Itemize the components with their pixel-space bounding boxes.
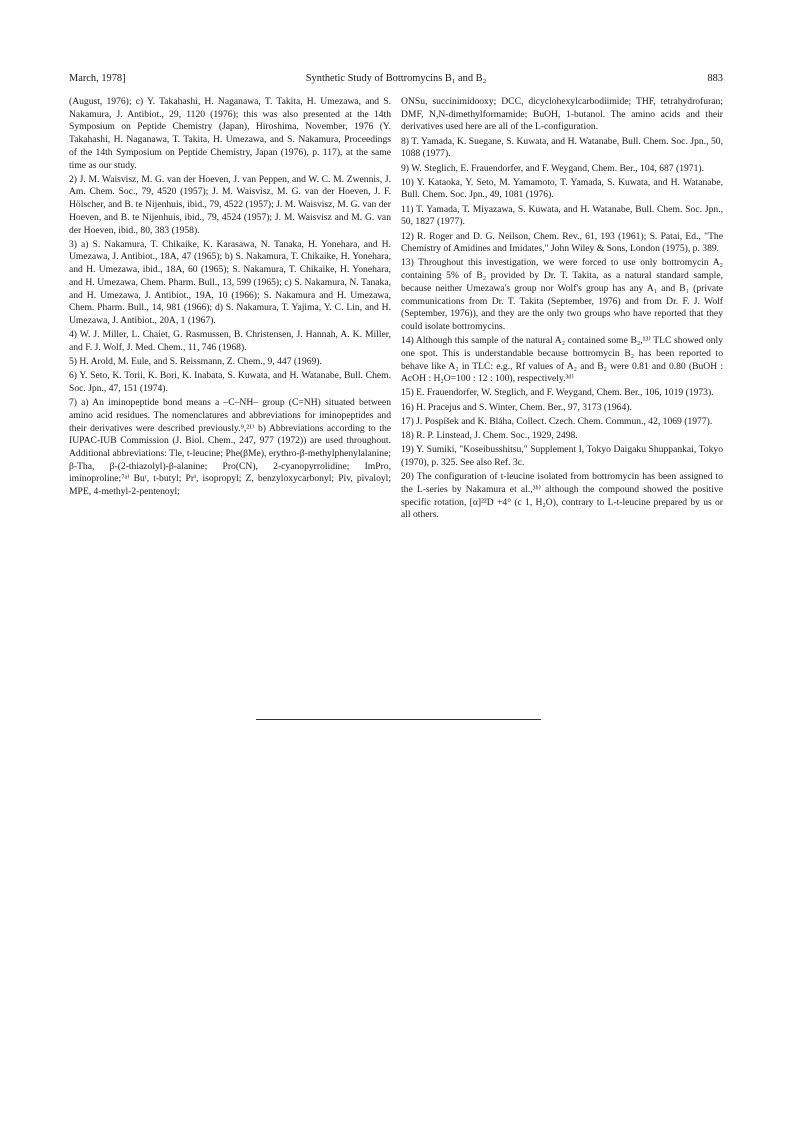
reference-19: 19) Y. Sumiki, "Koseibusshitsu," Supplement I, Tokyo Daigaku Shuppankai, Tokyo (1970), p. 325. See also Ref. 3c. (401, 444, 723, 468)
reference-6: 6) Y. Seto, K. Torii, K. Bori, K. Inabata, S. Kuwata, and H. Watanabe, Bull. Chem. Soc. Jpn., 47, 151 (1974). (69, 370, 391, 394)
reference-2: 2) J. M. Waisvisz, M. G. van der Hoeven, J. van Peppen, and W. C. M. Zwennis, J. Am. Chem. Soc., 79, 4520 (1957); J. M. Waisvisz, M. G. van der Hoeven, J. F. Hölscher, and B. te Nijenhuis, ibid., 79, 4522 (1957); J. M. Waisvisz, M. G. van der Hoeven, and B. te Nijenhuis, ibid., 79, 4524 (1957); J. M. Waisvisz and M. G. van der Hoeven, ibid., 80, 383 (1958). (69, 173, 391, 236)
header-date: March, 1978] (69, 73, 126, 84)
reference-8: 8) T. Yamada, K. Suegane, S. Kuwata, and H. Watanabe, Bull. Chem. Soc. Jpn., 50, 1088 (1977). (401, 135, 723, 160)
reference-7-cont: ONSu, succinimidooxy; DCC, dicyclohexylcarbodiimide; THF, tetrahydrofuran; DMF, N,N-dimethylformamide; BuOH, 1-butanol. The amino acids and their derivatives used here are all of the L-configuration. (401, 96, 723, 133)
reference-7: 7) a) An iminopeptide bond means a –C–NH– group (C=NH) situated between amino acid residues. The nomenclatures and abbreviations for iminopeptides and their derivatives were described previously.⁹,²¹⁾ b) Abbreviations according to the IUPAC-IUB Commission (J. Biol. Chem., 247, 977 (1972)) are used throughout. Additional abbreviations: Tle, t-leucine; Phe(βMe), erythro-β-methylphenylalanine; β-Tha, β-(2-thiazolyl)-β-alanine; Pro(CN), 2-cyanopyrrolidine; ImPro, iminoproline;⁷ᵃ⁾ Buᵗ, t-butyl; Prⁱ, isopropyl; Z, benzyloxycarbonyl; Piv, pivaloyl; MPE, 4-methyl-2-pentenoyl; (69, 397, 391, 498)
reference-13: 13) Throughout this investigation, we were forced to use only bottromycin A₂ containing 5% of B₂ provided by Dr. T. Takita, as a natural standard sample, because neither Umezawa's group nor Wolf's group has any A₁ and B₁ (private communications from Dr. T. Takita (September, 1976) and from Dr. F. J. Wolf (September, 1976)), and they are the only two groups who have reported that they could isolate bottromycins. (401, 257, 723, 332)
reference-3: 3) a) S. Nakamura, T. Chikaike, K. Karasawa, N. Tanaka, H. Yonehara, and H. Umezawa, J. Antibiot., 18A, 47 (1965); b) S. Nakamura, T. Chikaike, H. Yonehara, and H. Umezawa, ibid., 18A, 60 (1965); S. Nakamura, T. Chikaike, H. Yonehara, and H. Umezawa, Chem. Pharm. Bull., 13, 599 (1965); c) S. Nakamura, N. Tanaka, and H. Umezawa, J. Antibiot., 19A, 10 (1966); S. Nakamura and H. Umezawa, Chem. Pharm. Bull., 14, 981 (1966); d) S. Nakamura, T. Yajima, Y. C. Lin, and H. Umezawa, J. Antibiot., 20A, 1 (1967). (69, 238, 391, 326)
reference-20: 20) The configuration of t-leucine isolated from bottromycin has been assigned to the L-series by Nakamura et al.,³ᵇ⁾ although the compound showed the positive specific rotation, [α]²²D +4° (c 1, H₂O), contrary to L-t-leucine prepared by us or all others. (401, 471, 723, 521)
reference-5: 5) H. Arold, M. Eule, and S. Reissmann, Z. Chem., 9, 447 (1969). (69, 356, 322, 368)
header-title: Synthetic Study of Bottromycins B₁ and B₂ (305, 73, 487, 84)
reference-16: 16) H. Pracejus and S. Winter, Chem. Ber., 97, 3173 (1964). (401, 401, 632, 413)
reference-18: 18) R. P. Linstead, J. Chem. Soc., 1929, 2498. (401, 430, 578, 442)
left-column-references (69, 96, 391, 500)
reference-17: 17) J. Pospíšek and K. Bláha, Collect. Czech. Chem. Commun., 42, 1069 (1977). (401, 415, 713, 427)
reference-4: 4) W. J. Miller, L. Chaiet, G. Rasmussen, B. Christensen, J. Hannah, A. K. Miller, and F. J. Wolf, J. Med. Chem., 11, 746 (1968). (69, 329, 391, 353)
page-number: 883 (707, 73, 723, 84)
reference-1-cont: (August, 1976); c) Y. Takahashi, H. Naganawa, T. Takita, H. Umezawa, and S. Nakamura, J. Antibiot., 29, 1120 (1976); this was also presented at the 14th Symposium on Peptide Chemistry (Japan), Hiroshima, November, 1976 (Y. Takahashi, H. Naganawa, T. Takita, H. Umezawa, and S. Nakamura, Proceedings of the 14th Symposium on Peptide Chemistry, Japan (1976), p. 117), at the same time as our study. (69, 96, 391, 171)
reference-9: 9) W. Steglich, E. Frauendorfer, and F. Weygand, Chem. Ber., 104, 687 (1971). (401, 162, 704, 174)
running-header (69, 73, 723, 87)
end-rule (256, 719, 541, 720)
right-column-references (401, 96, 723, 524)
reference-11: 11) T. Yamada, T. Miyazawa, S. Kuwata, and H. Watanabe, Bull. Chem. Soc. Jpn., 50, 1827 (1977). (401, 203, 723, 228)
reference-14: 14) Although this sample of the natural A₂ contained some B₂,¹³⁾ TLC showed only one spot. This is understandable because bottromycin B₂ has been reported to behave like A₂ in TLC: e.g., Rf values of A₂ and B₂ were 0.81 and 0.80 (BuOH : AcOH : H₂O=100 : 12 : 100), respectively.³ᵈ⁾ (401, 335, 723, 385)
reference-15: 15) E. Frauendorfer, W. Steglich, and F. Weygand, Chem. Ber., 106, 1019 (1973). (401, 387, 714, 399)
reference-12: 12) R. Roger and D. G. Neilson, Chem. Rev., 61, 193 (1961); S. Patai, Ed., "The Chemistry of Amidines and Imidates," John Wiley & Sons, London (1975), p. 389. (401, 230, 723, 255)
reference-10: 10) Y. Kataoka, Y. Seto, M. Yamamoto, T. Yamada, S. Kuwata, and H. Watanabe, Bull. Chem. Soc. Jpn., 49, 1081 (1976). (401, 176, 723, 201)
